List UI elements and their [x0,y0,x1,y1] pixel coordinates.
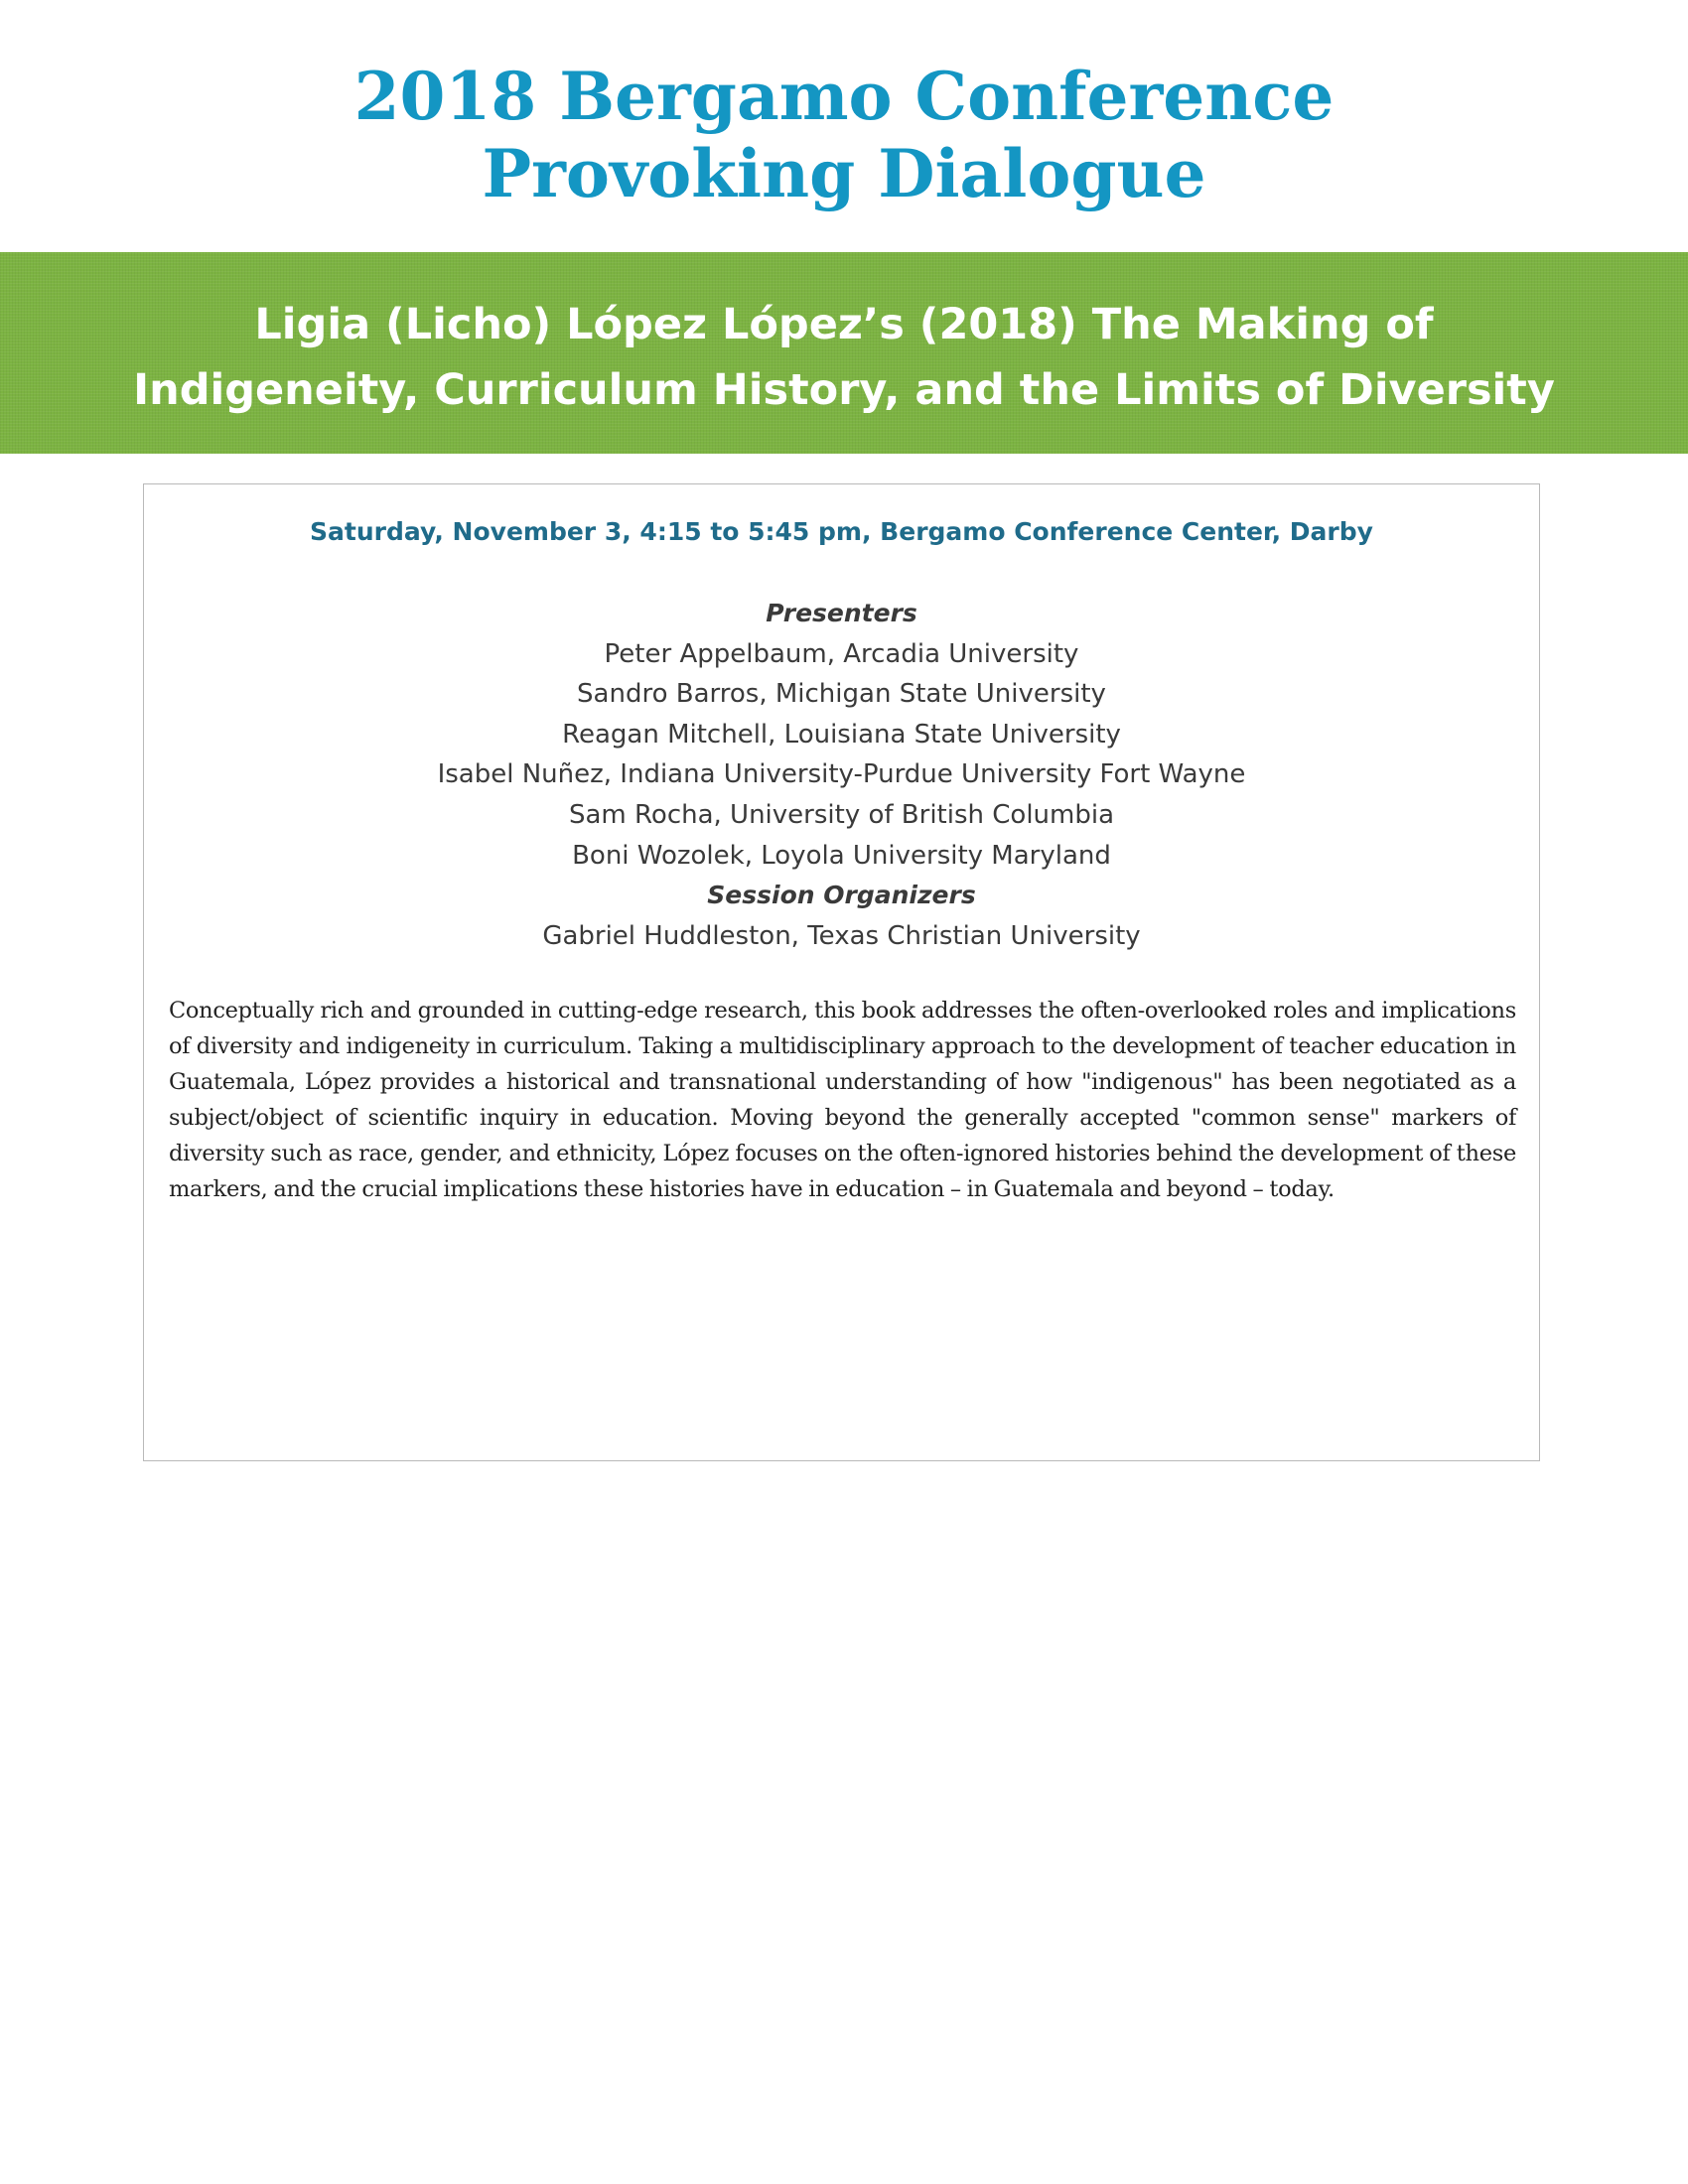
people-list [144,594,1539,956]
presenter-item: Sandro Barros, Michigan State University [577,679,1106,710]
title-banner [0,252,1688,454]
presenter-item: Isabel Nuñez, Indiana University-Purdue University Fort Wayne [437,759,1246,790]
organizers-heading: Session Organizers [707,881,976,910]
presenter-item: Reagan Mitchell, Louisiana State University [562,719,1121,750]
presenter-item: Peter Appelbaum, Arcadia University [604,638,1079,669]
page-title-line-2: Provoking Dialogue [482,135,1206,212]
organizer-item: Gabriel Huddleston, Texas Christian University [542,920,1141,951]
presenter-item: Boni Wozolek, Loyola University Maryland [572,840,1111,871]
presenter-item: Sam Rocha, University of British Columbia [568,799,1115,830]
session-details: Saturday, November 3, 4:15 to 5:45 pm, Bergamo Conference Center, Darby [310,517,1373,546]
presenters-heading: Presenters [766,599,917,627]
page-title [0,58,1688,212]
book-description: Conceptually rich and grounded in cutting-edge research, this book addresses the often-overlooked roles and implications of diversity and indigeneity in curriculum. Taking a multidisciplinary approach to the development of teacher education in Guatemala, López provides a historical and transnational understanding of how "indigenous" has been negotiated as a subject/object of scientific inquiry in education. Moving beyond the generally accepted "common sense" markers of diversity such as race, gender, and ethnicity, López focuses on the often-ignored histories behind the development of these markers, and the crucial implications these histories have in education – in Guatemala and beyond – today. [169,998,1516,1202]
banner-title [0,292,1688,423]
session-info-box [143,483,1540,1461]
banner-title-line-2: Indigeneity, Curriculum History, and the Limits of Diversity [133,365,1555,415]
banner-title-line-1: Ligia (Licho) López López’s (2018) The Making of [254,300,1434,349]
page-title-line-1: 2018 Bergamo Conference [353,58,1335,135]
